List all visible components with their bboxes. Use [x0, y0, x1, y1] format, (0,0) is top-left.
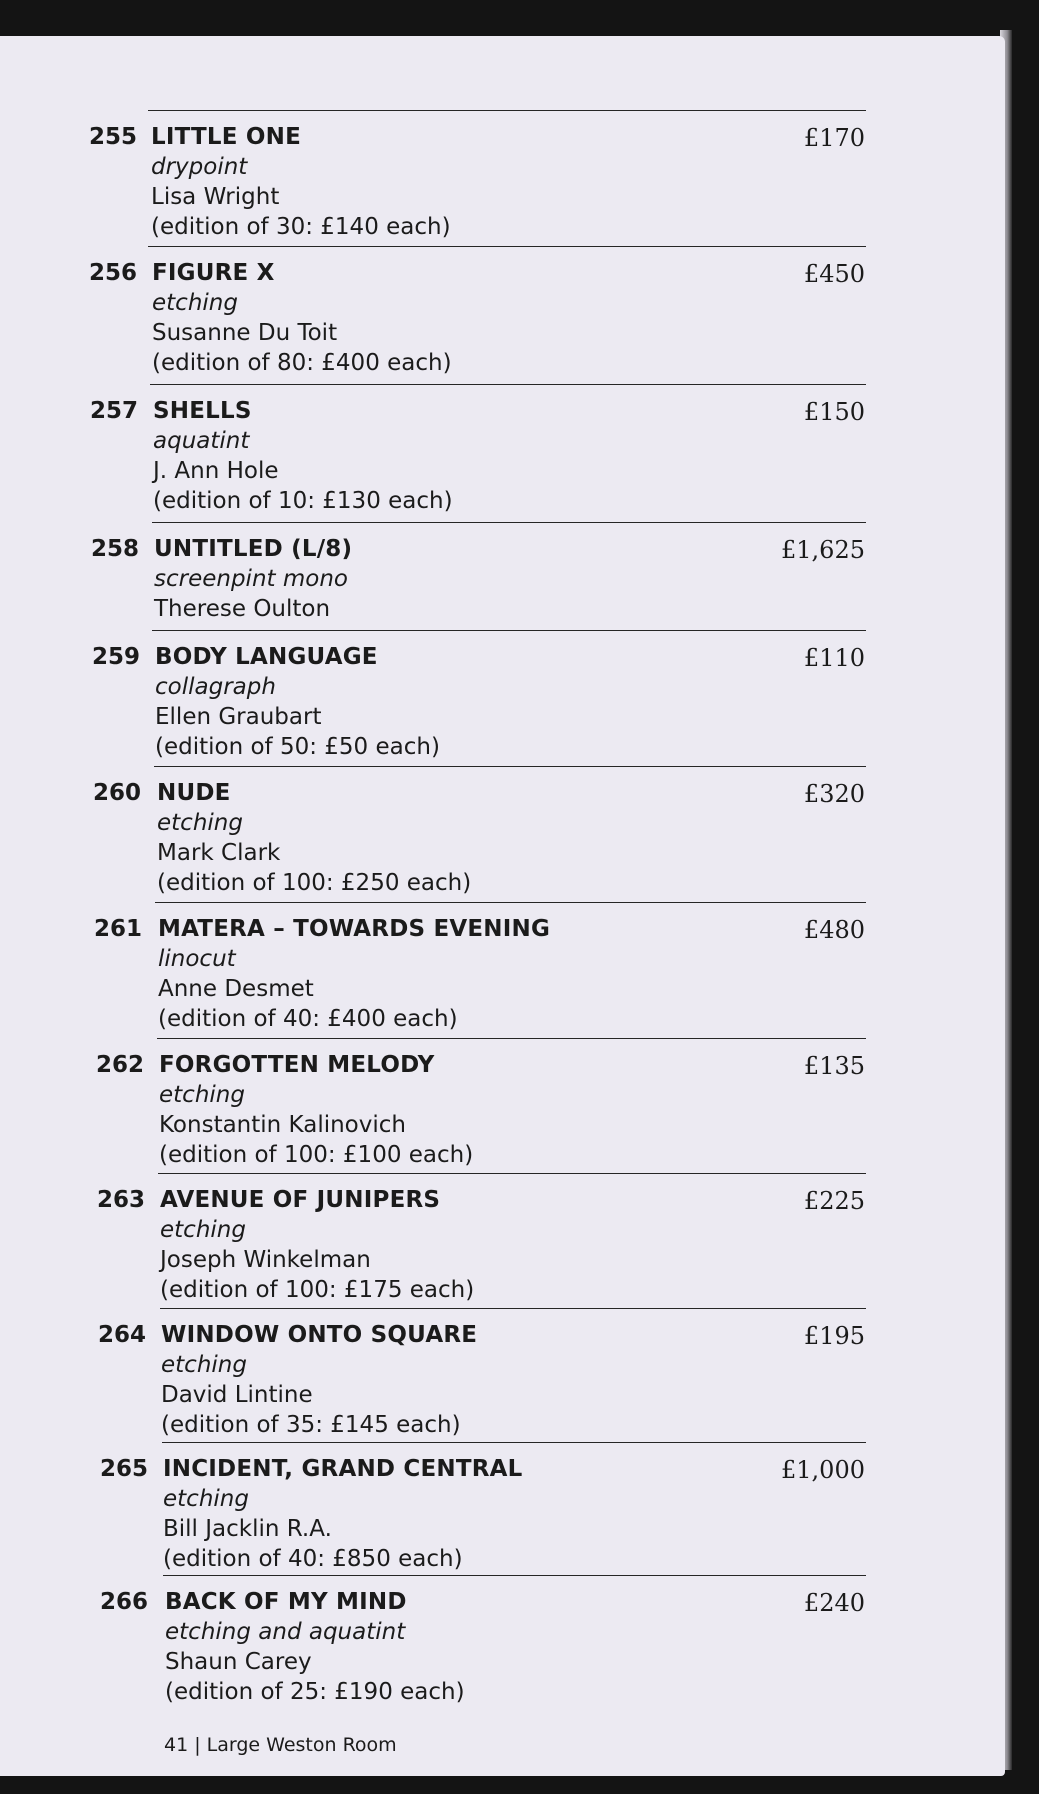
entry-title: UNTITLED (L/8)	[154, 536, 353, 562]
entry-number: 266	[99, 1589, 148, 1615]
entry-divider	[155, 902, 866, 903]
catalogue-entry	[0, 1308, 1005, 1443]
entry-price: £150	[803, 398, 865, 426]
catalogue-entry	[0, 1442, 1005, 1577]
catalogue-entry	[0, 384, 1005, 519]
entry-divider	[158, 1173, 866, 1174]
entry-edition: (edition of 50: £50 each)	[155, 734, 440, 760]
entry-price: £170	[803, 124, 865, 152]
entry-number: 259	[91, 644, 140, 670]
entry-artist: Therese Oulton	[154, 596, 331, 622]
entry-title: BACK OF MY MIND	[165, 1589, 407, 1615]
entry-artist: Joseph Winkelman	[160, 1247, 371, 1273]
entry-divider	[154, 766, 866, 767]
entry-medium: etching	[159, 1082, 245, 1108]
entry-price: £1,000	[781, 1456, 865, 1484]
entry-artist: J. Ann Hole	[153, 458, 279, 484]
entry-artist: Susanne Du Toit	[152, 320, 338, 346]
entry-price: £195	[803, 1322, 865, 1350]
entry-artist: Anne Desmet	[158, 976, 314, 1002]
entry-medium: etching	[157, 810, 243, 836]
entry-number: 261	[93, 916, 142, 942]
entry-divider	[150, 384, 866, 385]
entry-number: 260	[92, 780, 141, 806]
entry-artist: Konstantin Kalinovich	[159, 1112, 406, 1138]
catalogue-entry	[0, 110, 1005, 245]
entry-medium: screenpint mono	[154, 566, 348, 592]
entry-artist: Ellen Graubart	[155, 704, 322, 730]
entry-medium: etching	[161, 1352, 247, 1378]
entry-divider	[157, 1038, 866, 1039]
entry-edition: (edition of 35: £145 each)	[161, 1412, 461, 1438]
entry-price: £240	[803, 1589, 865, 1617]
catalogue-entry	[0, 1038, 1005, 1173]
entry-divider	[148, 110, 866, 111]
entry-edition: (edition of 100: £100 each)	[159, 1142, 474, 1168]
entry-price: £110	[803, 644, 865, 672]
entry-divider	[163, 1575, 866, 1576]
entry-medium: drypoint	[151, 154, 248, 180]
entry-number: 255	[88, 124, 137, 150]
catalogue-entry	[0, 1173, 1005, 1308]
entry-number: 263	[96, 1187, 145, 1213]
entry-edition: (edition of 40: £850 each)	[163, 1546, 463, 1572]
entry-artist: David Lintine	[161, 1382, 313, 1408]
entry-medium: etching and aquatint	[165, 1619, 406, 1645]
catalogue-entry	[0, 1575, 1005, 1710]
entry-medium: aquatint	[153, 428, 250, 454]
entry-title: MATERA – TOWARDS EVENING	[158, 916, 551, 942]
entry-divider	[152, 522, 866, 523]
entry-title: FORGOTTEN MELODY	[159, 1052, 435, 1078]
entry-price: £1,625	[781, 536, 865, 564]
page-footer: 41 | Large Weston Room	[164, 1734, 397, 1756]
entry-medium: linocut	[158, 946, 236, 972]
entry-artist: Lisa Wright	[151, 184, 280, 210]
entry-price: £225	[803, 1187, 865, 1215]
catalogue-entry	[0, 246, 1005, 381]
entry-edition: (edition of 25: £190 each)	[165, 1679, 465, 1705]
entry-number: 258	[90, 536, 139, 562]
entry-title: BODY LANGUAGE	[155, 644, 378, 670]
entry-edition: (edition of 80: £400 each)	[152, 350, 452, 376]
entry-title: NUDE	[157, 780, 231, 806]
entry-title: AVENUE OF JUNIPERS	[160, 1187, 441, 1213]
entry-divider	[162, 1442, 866, 1443]
catalogue-entry	[0, 630, 1005, 765]
entry-medium: etching	[160, 1217, 246, 1243]
entry-artist: Bill Jacklin R.A.	[163, 1516, 332, 1542]
catalogue-entry	[0, 766, 1005, 901]
entry-divider	[160, 1308, 866, 1309]
entry-number: 265	[99, 1456, 148, 1482]
entry-title: FIGURE X	[152, 260, 275, 286]
entry-price: £450	[803, 260, 865, 288]
entry-title: LITTLE ONE	[151, 124, 302, 150]
catalogue-page	[0, 36, 1005, 1776]
entry-edition: (edition of 100: £175 each)	[160, 1277, 475, 1303]
entry-medium: etching	[152, 290, 238, 316]
catalogue-entry	[0, 902, 1005, 1037]
entry-divider	[152, 630, 866, 631]
entry-price: £320	[803, 780, 865, 808]
entry-edition: (edition of 30: £140 each)	[151, 214, 451, 240]
entry-price: £480	[803, 916, 865, 944]
entry-medium: etching	[163, 1486, 249, 1512]
entry-number: 257	[89, 398, 138, 424]
entry-artist: Mark Clark	[157, 840, 281, 866]
entry-divider	[148, 246, 866, 247]
entry-title: INCIDENT, GRAND CENTRAL	[163, 1456, 523, 1482]
entry-price: £135	[803, 1052, 865, 1080]
entry-edition: (edition of 40: £400 each)	[158, 1006, 458, 1032]
entry-number: 264	[97, 1322, 146, 1348]
entry-title: SHELLS	[153, 398, 252, 424]
entry-artist: Shaun Carey	[165, 1649, 312, 1675]
entry-number: 262	[95, 1052, 144, 1078]
entry-medium: collagraph	[155, 674, 276, 700]
entry-edition: (edition of 10: £130 each)	[153, 488, 453, 514]
entry-number: 256	[88, 260, 137, 286]
entry-edition: (edition of 100: £250 each)	[157, 870, 472, 896]
entry-title: WINDOW ONTO SQUARE	[161, 1322, 478, 1348]
